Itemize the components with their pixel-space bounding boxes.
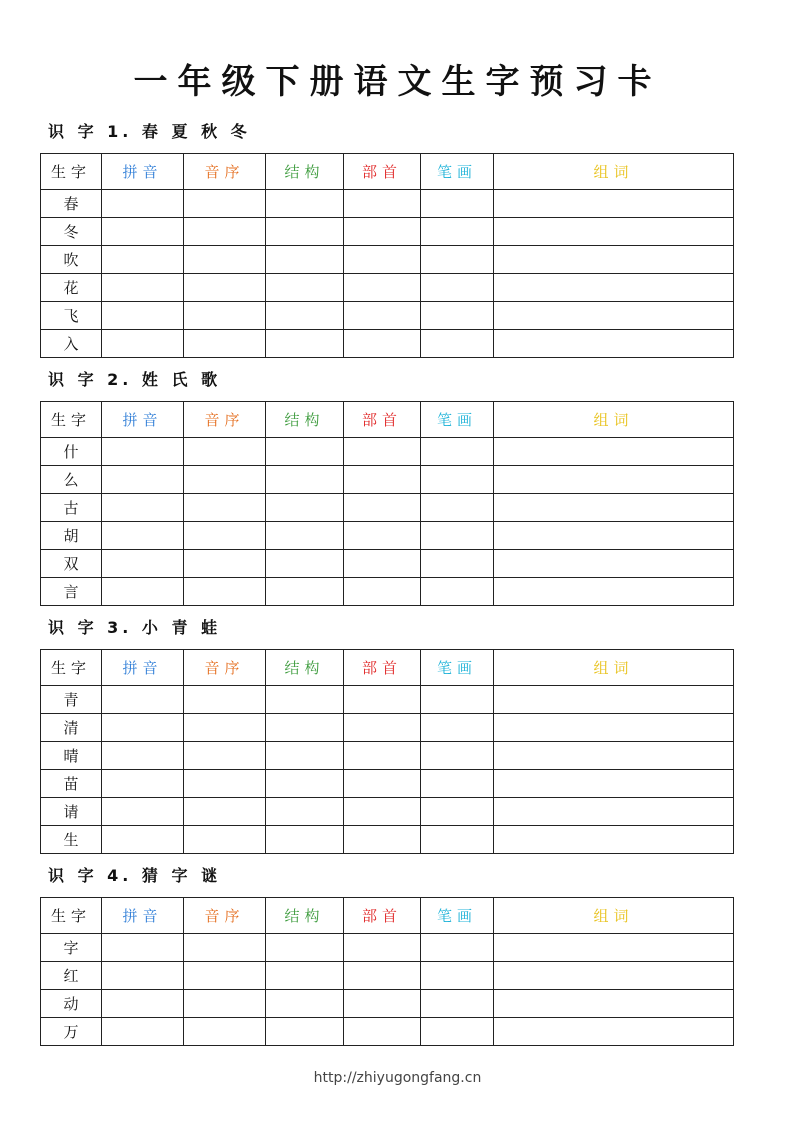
blank-cell-order[interactable] — [184, 798, 266, 826]
char-cell: 生 — [41, 826, 102, 854]
blank-cell-struct[interactable] — [266, 934, 344, 962]
blank-cell-struct[interactable] — [266, 714, 344, 742]
blank-cell-order[interactable] — [184, 302, 266, 330]
blank-cell-stroke[interactable] — [421, 578, 494, 606]
blank-cell-pinyin[interactable] — [102, 550, 184, 578]
section-label-4: 识 字 4. 猜 字 谜 — [48, 866, 222, 885]
blank-cell-struct[interactable] — [266, 826, 344, 854]
char-cell: 入 — [41, 330, 102, 358]
blank-cell-radical[interactable] — [344, 302, 421, 330]
table-header-row — [41, 650, 734, 686]
blank-cell-pinyin[interactable] — [102, 190, 184, 218]
table-row — [41, 770, 734, 798]
blank-cell-radical[interactable] — [344, 246, 421, 274]
blank-cell-stroke[interactable] — [421, 218, 494, 246]
blank-cell-struct[interactable] — [266, 686, 344, 714]
header-struct: 结构 — [266, 154, 344, 190]
blank-cell-pinyin[interactable] — [102, 466, 184, 494]
blank-cell-order[interactable] — [184, 274, 266, 302]
blank-cell-order[interactable] — [184, 686, 266, 714]
blank-cell-order[interactable] — [184, 246, 266, 274]
table-row — [41, 274, 734, 302]
char-cell: 什 — [41, 438, 102, 466]
blank-cell-pinyin[interactable] — [102, 714, 184, 742]
blank-cell-radical[interactable] — [344, 770, 421, 798]
blank-cell-pinyin[interactable] — [102, 826, 184, 854]
char-cell: 古 — [41, 494, 102, 522]
blank-cell-words[interactable] — [494, 1018, 734, 1046]
table-header-row — [41, 154, 734, 190]
table-row — [41, 990, 734, 1018]
blank-cell-order[interactable] — [184, 934, 266, 962]
blank-cell-radical[interactable] — [344, 934, 421, 962]
blank-cell-words[interactable] — [494, 218, 734, 246]
header-pinyin: 拼音 — [102, 650, 184, 686]
blank-cell-order[interactable] — [184, 466, 266, 494]
header-pinyin: 拼音 — [102, 154, 184, 190]
header-words: 组词 — [494, 402, 734, 438]
blank-cell-radical[interactable] — [344, 1018, 421, 1046]
blank-cell-order[interactable] — [184, 190, 266, 218]
footer-url[interactable]: http://zhiyugongfang.cn — [313, 1070, 482, 1086]
blank-cell-radical[interactable] — [344, 438, 421, 466]
header-stroke: 笔画 — [421, 650, 494, 686]
blank-cell-stroke[interactable] — [421, 714, 494, 742]
header-stroke: 笔画 — [421, 898, 494, 934]
table-row — [41, 962, 734, 990]
blank-cell-stroke[interactable] — [421, 990, 494, 1018]
blank-cell-stroke[interactable] — [421, 1018, 494, 1046]
blank-cell-order[interactable] — [184, 742, 266, 770]
blank-cell-stroke[interactable] — [421, 190, 494, 218]
blank-cell-words[interactable] — [494, 962, 734, 990]
char-cell: 请 — [41, 798, 102, 826]
header-order: 音序 — [184, 650, 266, 686]
header-order: 音序 — [184, 898, 266, 934]
char-cell: 晴 — [41, 742, 102, 770]
table-row — [41, 190, 734, 218]
blank-cell-struct[interactable] — [266, 798, 344, 826]
blank-cell-stroke[interactable] — [421, 742, 494, 770]
blank-cell-words[interactable] — [494, 190, 734, 218]
blank-cell-order[interactable] — [184, 494, 266, 522]
table-row — [41, 246, 734, 274]
page-title: 一年级下册语文生字预习卡 — [133, 62, 662, 102]
blank-cell-struct[interactable] — [266, 770, 344, 798]
blank-cell-radical[interactable] — [344, 578, 421, 606]
blank-cell-radical[interactable] — [344, 550, 421, 578]
blank-cell-pinyin[interactable] — [102, 522, 184, 550]
blank-cell-pinyin[interactable] — [102, 302, 184, 330]
blank-cell-radical[interactable] — [344, 714, 421, 742]
blank-cell-stroke[interactable] — [421, 522, 494, 550]
header-stroke: 笔画 — [421, 154, 494, 190]
blank-cell-pinyin[interactable] — [102, 274, 184, 302]
header-radical: 部首 — [344, 154, 421, 190]
char-cell: 双 — [41, 550, 102, 578]
blank-cell-struct[interactable] — [266, 330, 344, 358]
table-row — [41, 494, 734, 522]
header-words: 组词 — [494, 898, 734, 934]
table-row — [41, 218, 734, 246]
header-words: 组词 — [494, 154, 734, 190]
header-struct: 结构 — [266, 898, 344, 934]
blank-cell-order[interactable] — [184, 1018, 266, 1046]
blank-cell-stroke[interactable] — [421, 686, 494, 714]
char-cell: 言 — [41, 578, 102, 606]
blank-cell-struct[interactable] — [266, 742, 344, 770]
blank-cell-struct[interactable] — [266, 494, 344, 522]
blank-cell-struct[interactable] — [266, 578, 344, 606]
header-char: 生字 — [41, 650, 102, 686]
blank-cell-struct[interactable] — [266, 466, 344, 494]
char-table-4 — [40, 897, 734, 1046]
blank-cell-order[interactable] — [184, 770, 266, 798]
header-order: 音序 — [184, 154, 266, 190]
blank-cell-order[interactable] — [184, 826, 266, 854]
blank-cell-radical[interactable] — [344, 218, 421, 246]
blank-cell-struct[interactable] — [266, 438, 344, 466]
char-cell: 青 — [41, 686, 102, 714]
blank-cell-struct[interactable] — [266, 962, 344, 990]
header-char: 生字 — [41, 898, 102, 934]
blank-cell-words[interactable] — [494, 714, 734, 742]
char-cell: 动 — [41, 990, 102, 1018]
table-row — [41, 522, 734, 550]
blank-cell-pinyin[interactable] — [102, 438, 184, 466]
blank-cell-struct[interactable] — [266, 550, 344, 578]
blank-cell-stroke[interactable] — [421, 962, 494, 990]
blank-cell-words[interactable] — [494, 990, 734, 1018]
blank-cell-stroke[interactable] — [421, 246, 494, 274]
table-row — [41, 686, 734, 714]
blank-cell-stroke[interactable] — [421, 330, 494, 358]
blank-cell-words[interactable] — [494, 246, 734, 274]
blank-cell-stroke[interactable] — [421, 770, 494, 798]
header-radical: 部首 — [344, 650, 421, 686]
table-row — [41, 742, 734, 770]
blank-cell-words[interactable] — [494, 826, 734, 854]
blank-cell-pinyin[interactable] — [102, 770, 184, 798]
header-stroke: 笔画 — [421, 402, 494, 438]
header-char: 生字 — [41, 154, 102, 190]
blank-cell-radical[interactable] — [344, 962, 421, 990]
blank-cell-words[interactable] — [494, 330, 734, 358]
char-cell: 春 — [41, 190, 102, 218]
char-cell: 胡 — [41, 522, 102, 550]
blank-cell-struct[interactable] — [266, 522, 344, 550]
header-pinyin: 拼音 — [102, 898, 184, 934]
char-table-1 — [40, 153, 734, 358]
blank-cell-stroke[interactable] — [421, 438, 494, 466]
blank-cell-pinyin[interactable] — [102, 962, 184, 990]
char-cell: 清 — [41, 714, 102, 742]
section-label-1: 识 字 1. 春 夏 秋 冬 — [48, 122, 251, 141]
table-row — [41, 466, 734, 494]
blank-cell-stroke[interactable] — [421, 302, 494, 330]
section-label-3: 识 字 3. 小 青 蛙 — [48, 618, 222, 637]
blank-cell-radical[interactable] — [344, 274, 421, 302]
blank-cell-radical[interactable] — [344, 798, 421, 826]
section-label-2: 识 字 2. 姓 氏 歌 — [48, 370, 222, 389]
char-cell: 飞 — [41, 302, 102, 330]
blank-cell-radical[interactable] — [344, 826, 421, 854]
char-cell: 冬 — [41, 218, 102, 246]
blank-cell-struct[interactable] — [266, 990, 344, 1018]
blank-cell-stroke[interactable] — [421, 798, 494, 826]
char-cell: 花 — [41, 274, 102, 302]
blank-cell-words[interactable] — [494, 522, 734, 550]
blank-cell-radical[interactable] — [344, 466, 421, 494]
blank-cell-pinyin[interactable] — [102, 934, 184, 962]
blank-cell-struct[interactable] — [266, 274, 344, 302]
table-row — [41, 1018, 734, 1046]
blank-cell-radical[interactable] — [344, 190, 421, 218]
table-row — [41, 714, 734, 742]
table-row — [41, 330, 734, 358]
blank-cell-words[interactable] — [494, 578, 734, 606]
char-cell: 万 — [41, 1018, 102, 1046]
blank-cell-radical[interactable] — [344, 494, 421, 522]
blank-cell-words[interactable] — [494, 742, 734, 770]
blank-cell-order[interactable] — [184, 990, 266, 1018]
blank-cell-radical[interactable] — [344, 330, 421, 358]
header-struct: 结构 — [266, 402, 344, 438]
blank-cell-words[interactable] — [494, 466, 734, 494]
blank-cell-stroke[interactable] — [421, 466, 494, 494]
char-cell: 苗 — [41, 770, 102, 798]
header-words: 组词 — [494, 650, 734, 686]
blank-cell-pinyin[interactable] — [102, 330, 184, 358]
blank-cell-radical[interactable] — [344, 990, 421, 1018]
table-header-row — [41, 898, 734, 934]
blank-cell-words[interactable] — [494, 550, 734, 578]
blank-cell-stroke[interactable] — [421, 934, 494, 962]
table-row — [41, 438, 734, 466]
table-row — [41, 798, 734, 826]
blank-cell-order[interactable] — [184, 438, 266, 466]
blank-cell-order[interactable] — [184, 330, 266, 358]
blank-cell-pinyin[interactable] — [102, 218, 184, 246]
table-row — [41, 302, 734, 330]
blank-cell-words[interactable] — [494, 274, 734, 302]
blank-cell-pinyin[interactable] — [102, 990, 184, 1018]
char-cell: 么 — [41, 466, 102, 494]
blank-cell-stroke[interactable] — [421, 274, 494, 302]
table-row — [41, 578, 734, 606]
blank-cell-pinyin[interactable] — [102, 742, 184, 770]
blank-cell-words[interactable] — [494, 770, 734, 798]
header-char: 生字 — [41, 402, 102, 438]
blank-cell-struct[interactable] — [266, 1018, 344, 1046]
blank-cell-words[interactable] — [494, 438, 734, 466]
blank-cell-order[interactable] — [184, 714, 266, 742]
char-cell: 红 — [41, 962, 102, 990]
blank-cell-struct[interactable] — [266, 302, 344, 330]
blank-cell-struct[interactable] — [266, 218, 344, 246]
blank-cell-words[interactable] — [494, 798, 734, 826]
blank-cell-order[interactable] — [184, 578, 266, 606]
blank-cell-words[interactable] — [494, 302, 734, 330]
blank-cell-words[interactable] — [494, 494, 734, 522]
blank-cell-pinyin[interactable] — [102, 494, 184, 522]
char-table-2 — [40, 401, 734, 606]
blank-cell-struct[interactable] — [266, 246, 344, 274]
header-pinyin: 拼音 — [102, 402, 184, 438]
char-table-3 — [40, 649, 734, 854]
header-struct: 结构 — [266, 650, 344, 686]
blank-cell-order[interactable] — [184, 962, 266, 990]
char-cell: 字 — [41, 934, 102, 962]
table-header-row — [41, 402, 734, 438]
blank-cell-radical[interactable] — [344, 742, 421, 770]
blank-cell-radical[interactable] — [344, 522, 421, 550]
blank-cell-radical[interactable] — [344, 686, 421, 714]
blank-cell-stroke[interactable] — [421, 494, 494, 522]
blank-cell-pinyin[interactable] — [102, 798, 184, 826]
blank-cell-stroke[interactable] — [421, 550, 494, 578]
blank-cell-pinyin[interactable] — [102, 578, 184, 606]
table-row — [41, 826, 734, 854]
blank-cell-order[interactable] — [184, 218, 266, 246]
char-cell: 吹 — [41, 246, 102, 274]
blank-cell-struct[interactable] — [266, 190, 344, 218]
header-radical: 部首 — [344, 898, 421, 934]
blank-cell-pinyin[interactable] — [102, 1018, 184, 1046]
blank-cell-order[interactable] — [184, 550, 266, 578]
blank-cell-words[interactable] — [494, 686, 734, 714]
blank-cell-order[interactable] — [184, 522, 266, 550]
blank-cell-pinyin[interactable] — [102, 246, 184, 274]
blank-cell-words[interactable] — [494, 934, 734, 962]
table-row — [41, 550, 734, 578]
header-radical: 部首 — [344, 402, 421, 438]
table-row — [41, 934, 734, 962]
blank-cell-stroke[interactable] — [421, 826, 494, 854]
header-order: 音序 — [184, 402, 266, 438]
blank-cell-pinyin[interactable] — [102, 686, 184, 714]
